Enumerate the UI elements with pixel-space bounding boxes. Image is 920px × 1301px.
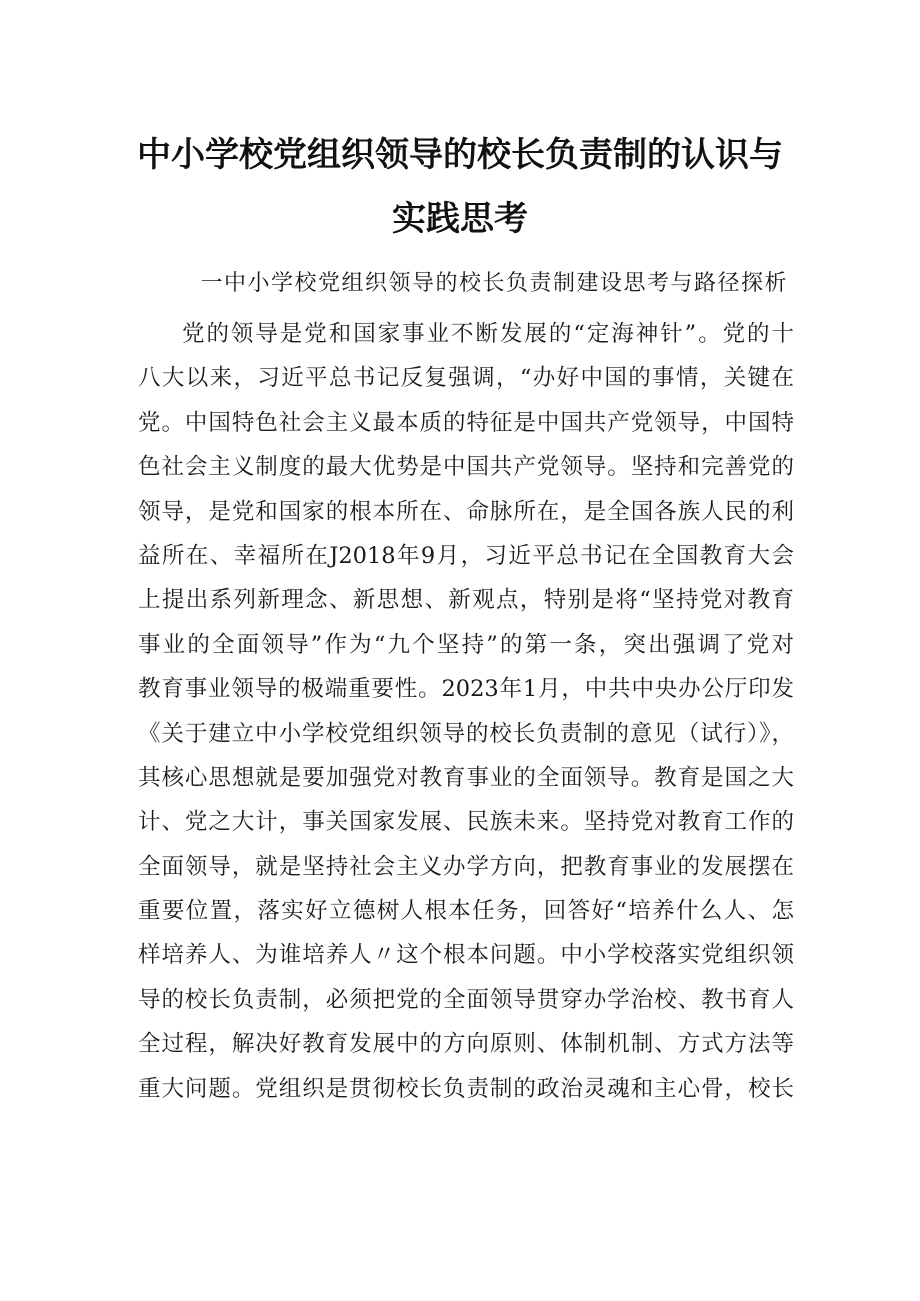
body-line: 色社会主义制度的最大优势是中国共产党领导。坚持和完善党的	[138, 454, 794, 481]
body-line: 其核心思想就是要加强党对教育事业的全面领导。教育是国之大	[138, 764, 794, 791]
body-line: 教育事业领导的极端重要性。2023年1月，中共中央办公厅印发	[138, 676, 794, 703]
body-line: 益所在、幸福所在J2018年9月，习近平总书记在全国教育大会	[138, 542, 794, 569]
body-line: 全过程，解决好教育发展中的方向原则、体制机制、方式方法等	[138, 1031, 794, 1058]
body-line: 重大问题。党组织是贯彻校长负责制的政治灵魂和主心骨，校长	[138, 1075, 794, 1102]
document-title	[120, 126, 800, 248]
body-line: 样培养人、为谁培养人〃这个根本问题。中小学校落实党组织领	[138, 942, 794, 969]
body-line: 事业的全面领导”作为“九个坚持”的第一条，突出强调了党对	[138, 631, 794, 658]
body-line: 导的校长负责制，必须把党的全面领导贯穿办学治校、教书育人	[138, 986, 794, 1013]
title-line-2: 实践思考	[392, 199, 528, 239]
body-line: 全面领导，就是坚持社会主义办学方向，把教育事业的发展摆在	[138, 853, 794, 880]
body-line: 领导，是党和国家的根本所在、命脉所在，是全国各族人民的利	[138, 498, 794, 525]
body-line: 党。中国特色社会主义最本质的特征是中国共产党领导，中国特	[138, 409, 794, 436]
body-line: 党的领导是党和国家事业不断发展的“定海神针”。党的十	[182, 321, 794, 347]
body-paragraph	[138, 312, 794, 1111]
body-line: 《关于建立中小学校党组织领导的校长负责制的意见（试行）》，	[138, 720, 794, 747]
body-line: 计、党之大计，事关国家发展、民族未来。坚持党对教育工作的	[138, 809, 794, 836]
body-line: 上提出系列新理念、新思想、新观点，特别是将“坚持党对教育	[138, 587, 794, 614]
body-line: 重要位置，落实好立德树人根本任务，回答好“培养什么人、怎	[138, 898, 794, 925]
body-line: 八大以来，习近平总书记反复强调，“办好中国的事情，关键在	[138, 365, 794, 392]
title-line-1: 中小学校党组织领导的校长负责制的认识与	[137, 135, 783, 175]
document-subtitle: 一中小学校党组织领导的校长负责制建设思考与路径探析	[200, 271, 788, 296]
